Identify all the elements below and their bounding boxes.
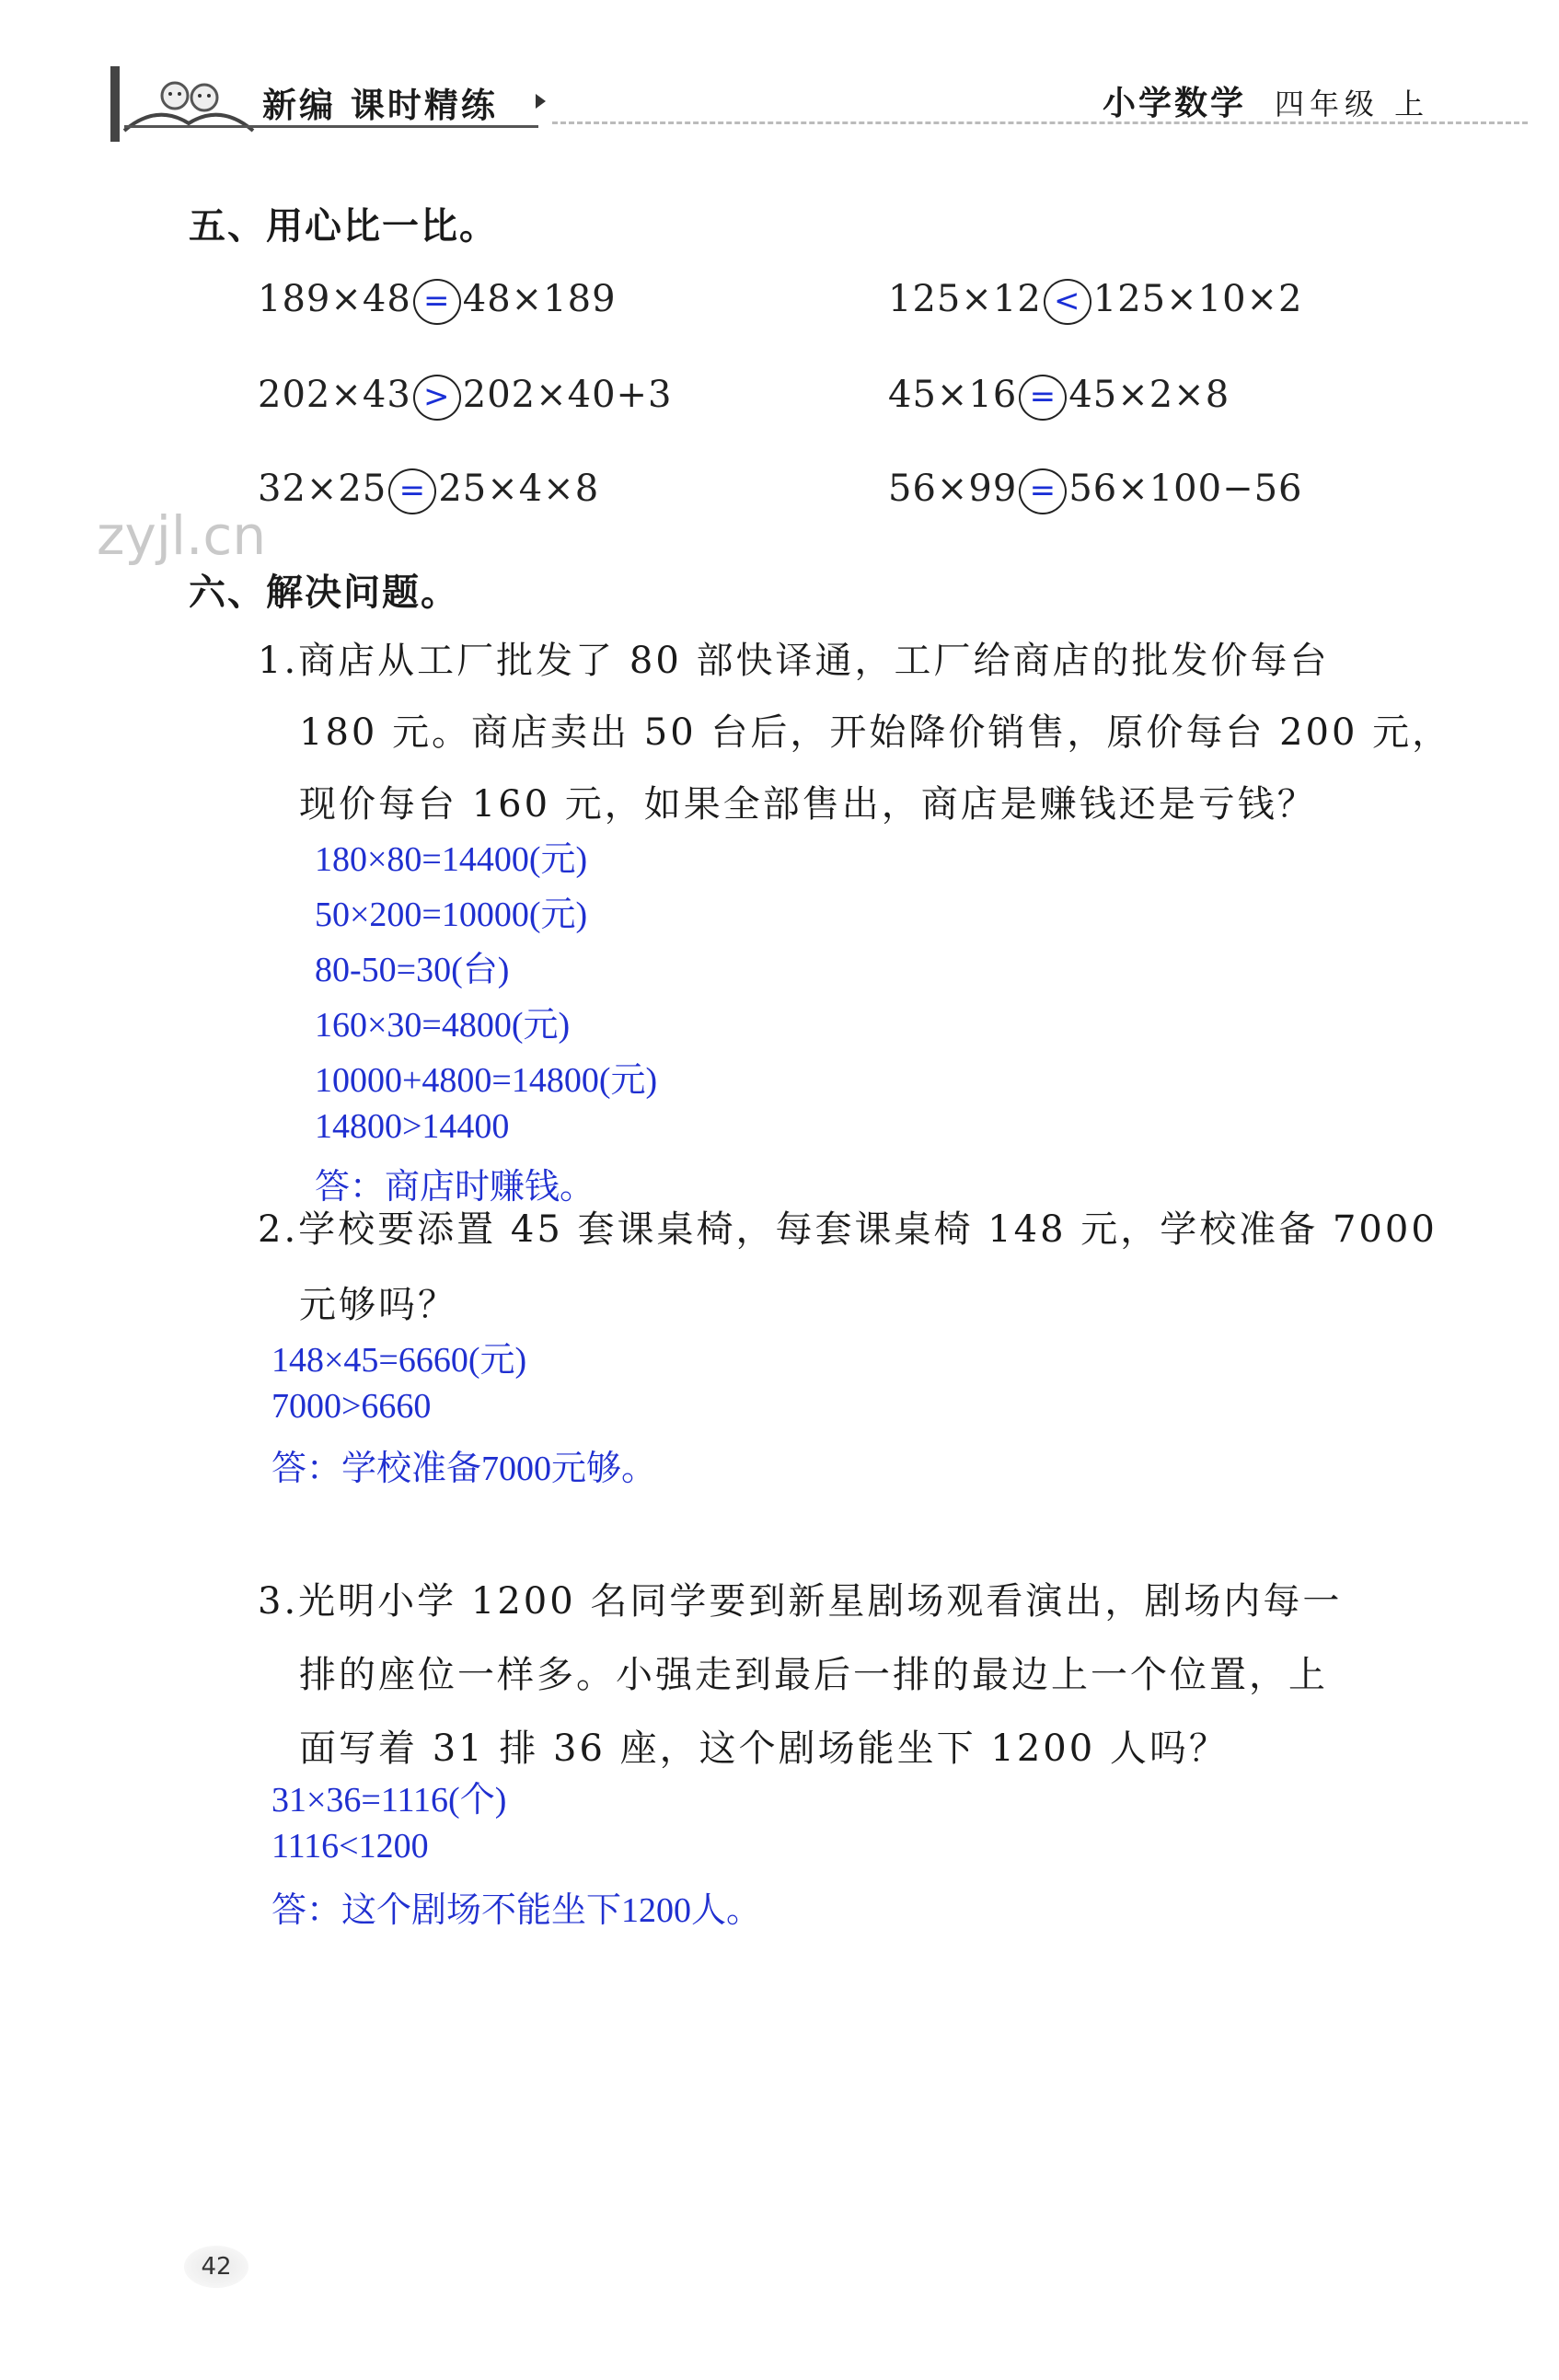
- watermark: zyjl.cn: [97, 504, 267, 567]
- book-mascot-icon: [120, 66, 258, 142]
- compare-sign: =: [1019, 375, 1067, 421]
- compare-row: [888, 468, 1303, 514]
- answer-line: 14800>14400: [315, 1107, 510, 1146]
- compare-row: [258, 468, 599, 514]
- question-2-line: 元够吗？: [299, 1284, 457, 1326]
- answer-line: 1116<1200: [271, 1827, 429, 1866]
- question-1-line: 现价每台 160 元，如果全部售出，商店是赚钱还是亏钱？: [299, 783, 1317, 826]
- section5-title: 五、用心比一比。: [189, 205, 498, 248]
- compare-sign: =: [388, 468, 436, 514]
- answer-line: 7000>6660: [271, 1387, 432, 1426]
- compare-right: 25×4×8: [438, 468, 600, 510]
- answer-line: 148×45=6660(元): [271, 1341, 527, 1380]
- question-3-line: 排的座位一样多。小强走到最后一排的最边上一个位置，上: [299, 1654, 1328, 1696]
- answer-line: 160×30=4800(元): [315, 1006, 571, 1045]
- compare-sign: <: [1044, 279, 1091, 325]
- compare-row: [888, 374, 1230, 421]
- compare-left: 202×43: [258, 374, 411, 416]
- compare-row: [258, 278, 617, 325]
- compare-right: 45×2×8: [1068, 374, 1230, 416]
- answer-line: 10000+4800=14800(元): [315, 1061, 658, 1100]
- series-title: 新编 课时精练: [262, 86, 498, 125]
- compare-left: 189×48: [258, 278, 411, 320]
- compare-row: [258, 374, 673, 421]
- question-1-line: 1.商店从工厂批发了 80 部快译通，工厂给商店的批发价每台: [258, 640, 1330, 682]
- question-3-line: 面写着 31 排 36 座，这个剧场能坐下 1200 人吗？: [299, 1727, 1229, 1770]
- answer-line: 180×80=14400(元): [315, 840, 588, 879]
- answer-conclusion: 答：商店时赚钱。: [315, 1168, 595, 1207]
- question-2-line: 2.学校要添置 45 套课桌椅，每套课桌椅 148 元，学校准备 7000: [258, 1208, 1438, 1251]
- compare-right: 56×100−56: [1068, 468, 1303, 510]
- compare-right: 125×10×2: [1092, 278, 1303, 320]
- answer-line: 50×200=10000(元): [315, 895, 588, 934]
- compare-left: 125×12: [888, 278, 1042, 320]
- compare-left: 56×99: [888, 468, 1018, 510]
- section6-title: 六、解决问题。: [189, 572, 459, 614]
- question-3-line: 3.光明小学 1200 名同学要到新星剧场观看演出，剧场内每一: [258, 1580, 1343, 1623]
- answer-line: 80-50=30(台): [315, 951, 510, 989]
- question-1-line: 180 元。商店卖出 50 台后，开始降价销售，原价每台 200 元，: [299, 711, 1452, 754]
- grade-label: 四年级 上: [1275, 87, 1430, 121]
- compare-sign: =: [413, 279, 461, 325]
- compare-sign: =: [1019, 468, 1067, 514]
- compare-right: 202×40+3: [462, 374, 673, 416]
- answer-line: 31×36=1116(个): [271, 1781, 507, 1820]
- compare-sign: >: [413, 375, 461, 421]
- answer-conclusion: 答：学校准备7000元够。: [271, 1450, 657, 1488]
- compare-left: 32×25: [258, 468, 387, 510]
- compare-left: 45×16: [888, 374, 1018, 416]
- subject-label: 小学数学: [1103, 85, 1247, 122]
- answer-conclusion: 答：这个剧场不能坐下1200人。: [271, 1891, 762, 1930]
- compare-row: [888, 278, 1303, 325]
- compare-right: 48×189: [462, 278, 617, 320]
- triangle-arrow-icon: [536, 94, 546, 109]
- page-number: 42: [184, 2246, 248, 2288]
